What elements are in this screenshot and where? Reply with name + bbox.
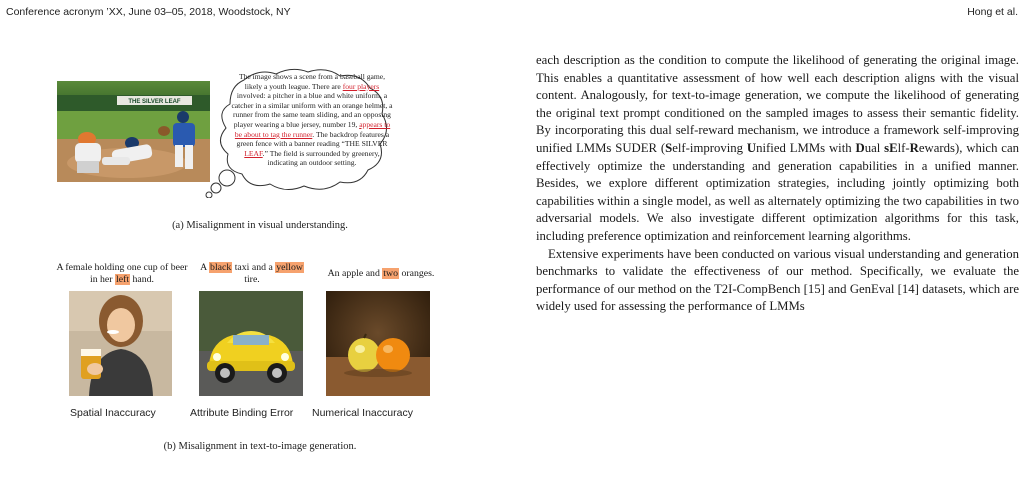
- cloud-text-3: . The backdrop features a green fence with a banner reading “THE SILVER: [236, 129, 390, 149]
- acronym-r: R: [909, 140, 919, 155]
- cloud-text-4: .” The field is surrounded by greenery, indicating an outdoor setting.: [262, 148, 380, 168]
- prompt-2-highlight-2: yellow: [276, 262, 303, 273]
- generated-fruit-image: [326, 291, 430, 396]
- prompt-1-end: hand.: [130, 274, 155, 285]
- caption-b: (b) Misalignment in text-to-image generation.: [163, 441, 357, 452]
- cloud-text-2: involved: a pitcher in a blue and white uniform, a catcher in a similar uniform with an orange helmet, a runner from the same team sliding, and an opposing player wearing a blue jersey, number 19,: [231, 91, 393, 129]
- para1-start: each description as the condition to compute the likelihood of generating the original image. This enables a quantitative assessment of how well each description aligns with the visual content. Analogously, for text-to-image generation, we compute the likelihood of generating the original text prompt conditioned on the sampled images to assess their semantic fidelity. By incorporating this dual self-reward mechanism, we introduce a framework self-improving unified LMMs SUDER (: [536, 53, 1019, 155]
- acronym-s: S: [665, 140, 673, 155]
- prompt-3-text: An apple and: [327, 268, 383, 279]
- prompt-3-highlight: two: [383, 268, 398, 279]
- para1-end: ewards), which can effectively optimize the understanding and generation capabilities in a unified manner. Besides, we explore different optimization strategies, including jointly optimizing both capabilities within a single model, as well as alternately optimizing the two capabilities in two adversarial models. We also investigate different optimization algorithms for this task, including preference optimization and reinforcement learning algorithms.: [536, 140, 1019, 243]
- cloud-error-1: four players: [342, 81, 380, 91]
- label-attribute-binding-error: Attribute Binding Error: [190, 407, 294, 419]
- paragraph-1: [536, 52, 1019, 246]
- author-names: Hong et al.: [967, 6, 1018, 18]
- conference-info: Conference acronym ’XX, June 03–05, 2018, Woodstock, NY: [6, 6, 291, 18]
- baseball-photo: [57, 81, 210, 182]
- prompt-2-end: tire.: [244, 274, 260, 285]
- cloud-description: [230, 72, 394, 168]
- paragraph-2: Extensive experiments have been conducted on various visual understanding and generation benchmarks to validate the effectiveness of our method. Specifically, we evaluate the performance of our method on the T2I-CompBench [15] and GenEval [14] datasets, which are widely used for assessing the performance of LMMs: [536, 246, 1019, 314]
- acronym-d: D: [855, 140, 865, 155]
- prompt-2-mid: taxi and a: [232, 262, 276, 273]
- banner-text: THE SILVER LEAF: [128, 99, 181, 105]
- acronym-text-2: nified LMMs with: [756, 140, 856, 155]
- prompt-1-text: A female holding one cup of beer in her: [56, 262, 188, 285]
- acronym-s2: s: [884, 140, 890, 155]
- prompt-attribute: [200, 262, 304, 286]
- prompt-1-highlight: left: [116, 274, 130, 285]
- body-text: [536, 52, 1019, 316]
- acronym-text-5: lf-: [897, 140, 910, 155]
- generated-taxi-image: [199, 291, 303, 396]
- prompt-2-text: A: [200, 262, 210, 273]
- label-spatial-inaccuracy: Spatial Inaccuracy: [70, 407, 156, 419]
- acronym-e: E: [889, 140, 898, 155]
- cloud-error-2: appears to be about to tag the runner: [234, 119, 391, 139]
- acronym-text-3: ual: [864, 140, 885, 155]
- cloud-text-1: The image shows a scene from a baseball game, likely a youth league. There are: [238, 72, 386, 91]
- acronym-text-1: elf-improving: [672, 140, 747, 155]
- prompt-3-end: oranges.: [399, 268, 435, 279]
- prompt-numerical: [315, 268, 447, 280]
- generated-woman-beer-image: [69, 291, 172, 396]
- prompt-2-highlight-1: black: [210, 262, 232, 273]
- cloud-error-3: LEAF: [244, 148, 263, 158]
- caption-a: (a) Misalignment in visual understanding.: [172, 220, 348, 231]
- prompt-spatial: [55, 262, 189, 286]
- label-numerical-inaccuracy: Numerical Inaccuracy: [312, 407, 413, 419]
- acronym-u: U: [746, 140, 757, 155]
